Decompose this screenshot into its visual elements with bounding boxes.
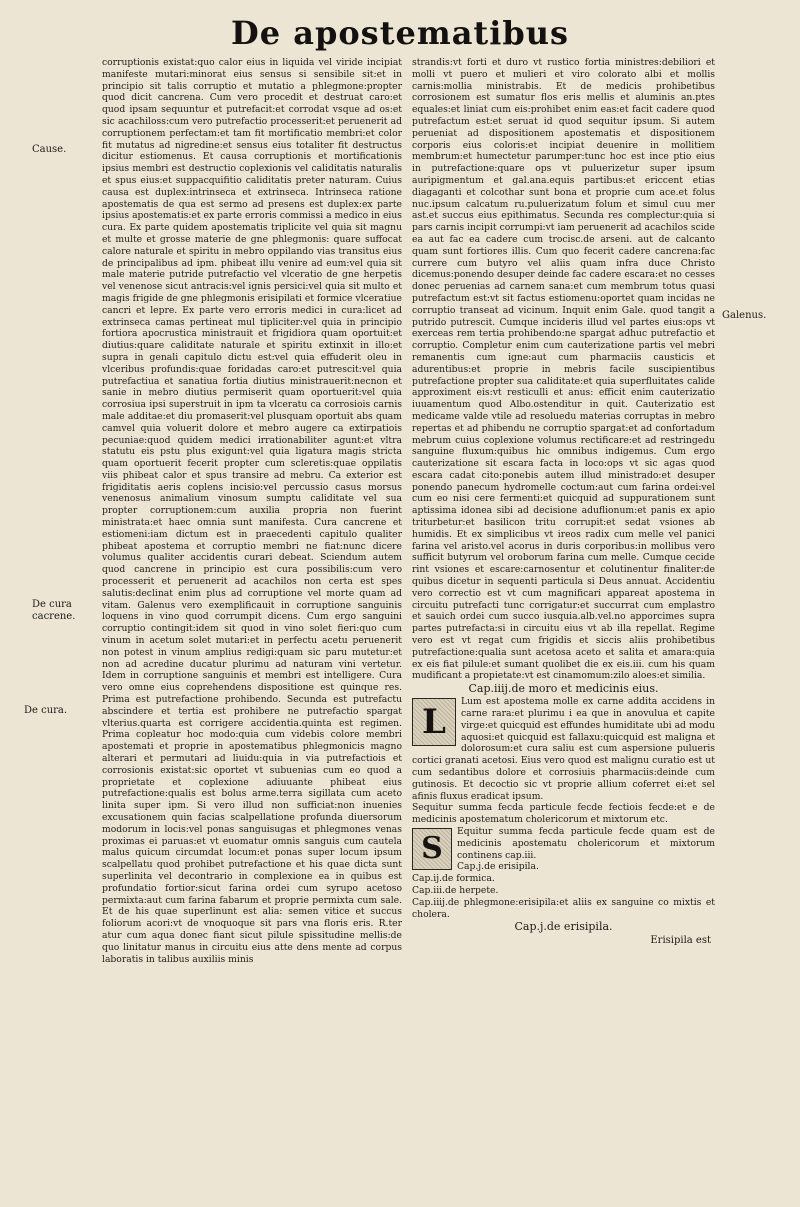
summary-paragraph xyxy=(412,826,715,866)
chapter-paragraph xyxy=(412,696,715,802)
chapter-list-item: Cap.j.de erisipila. xyxy=(457,861,539,873)
marginal-note-cause: Cause. xyxy=(32,144,67,155)
right-column-text: strandis:vt forti et duro vt rustico fortia ministres:debiliori et molli vt puero et mulieri et viro colorato albi et mollis carnis:mollia ministrabis. Et de medicis prohibetibus corrosionem est sumatur flos eris mellis et aluminis an.ptes equales:et liniat cum eis:prohibet enim eas:et facit cadere quod putrefactum est:et seruat id quod sequitur ipsum. Si autem perueniat ad dispositionem apostematis et dispositionem corporis eius coloris:et incipiat deuenire in mollitiem membrum:et humectetur parumper:tunc hoc est ince ptio eius in putrefactione:quare ops vt puluerizetur super ipsum auripigmentum et gal.ana.equis partibus:et ericcent etias diagaganti et colcothar sunt bona et proprie cum ace.et folus nuc.ipsum calcatum ru.puluerizatum folum et simul cuu mer ast.et succus eius epithimatus. Secunda res complectur:quia si pars carnis incipit corrumpi:vt iam peruenerit ad acachilos scide ea aut fac ea cadere cum trocisc.de arseni. aut de calcanto quam sunt fortiores illis. Cum quo fecerit cadere cancrena:fac currere cum butyro vel aliis quam infra duce Christo dicemus:ponendo desuper deinde fac cadere escara:et no cesses donec peruenias ad carnem sana:et cum membrum totus quasi putrefactum est:vt sit factus estiomenu:oportet quam incidas ne corruptio transeat ad vicinum. Inquit enim Gale. quod tangit a putrido putrescit. Cumque incideris illud vel partes eius:ops vt exerceas rem tertia prohibendo:ne spargat adhuc putrefactio et corruptio. Completur enim cum cauterizatione partis vel mebri remanentis cum igne:aut cum pharmaciis causticis et adurentibus:et proprie in mebris facile suscipientibus putrefactione propter sua caliditate:et quia superfluitates calide approximent eis:vt resticulli et anus: efficit enim cauterizatio iuuamentum quod Albo.ostenditur in quit. Cauterizatio est medicame valde vtile ad resoluedu materias corruptas in mebro repertas et ad phibendu ne corruptio spargat:et ad confortadum mebrum cuius coplexione volumus rectificare:et ad restringedu sanguine fluxum:quibus hic omnibus indigemus. Cum ergo cauterizatione sit escara facta in loco:ops vt sic agas quod escara cadat cito:ponebis autem illud ministrado:et desuper ponendo panecum hydromelle coctum:aut cum farina ordei:vel cum eo nisi cere fermenti:et quicquid ad suppurationem sunt aptissima idonea sibi ad decisione aduflionum:et panis ex apio triturbetur:et basilicon tritu corrupit:et sedat vsiones ab humidis. Et ex simplicibus vt ireos radix cum melle vel panici farina vel aristo.vel acorus in duris corporibus:in mollibus vero sufficit butyrum vel oroborum farina cum melle. Cumque cecide rint vsiones et escare:carnosentur et colutinentur finaliter:de quibus dicetur in sequenti particula si Deus annuat. Accidentiu vero correctio est vt cum magnificari appareat apostema in circuitu putrefacti tunc corrigatur:et succurrat cum emplastro et sauich ordei cum succo iusquia.alb.vel.no apporcimes supra partes putrefacta:si in circuitu eius vt ab illa repellat. Regime vero est vt regat cum frigidis et siccis aliis prohibetibus putrefactione:qualia sunt acetosa aceto et salita et amara:quia ex eis fiat pilule:et sumant quolibet die ex eis.iii. cum his quam mudificant a propietate:vt est cinamomum:zilo aloes:et similia. xyxy=(412,57,715,682)
right-column xyxy=(412,57,715,948)
chapter-list-item: Cap.iii.de herpete. xyxy=(412,884,499,896)
chapter-paragraph-text: Lum est apostema molle ex carne addita accidens in carne rara:et plurimu i ea que in anovulua et capite virge:et quicquid est effundes humiditate ubi ad modu aquosi:et quicquid est fallaxu:quicquid est maligna et dolorosum:et cura saliu est cum aspersione pulueris cortici granati acetosi. Eius vero quod est malignu curatio est ut cum sedantibus dolore et corrosiuis pharmaciis:deinde cum gutinosis. Et decoctio sic vt proprie allium coferret ei:et sel afinis fluxus eradicat ipsum. xyxy=(412,696,715,802)
summary-rubric: Sequitur summa fecda particule fecde fectiois fecde:et e de medicinis apostematum cholericorum et mixtorum etc. xyxy=(412,802,715,826)
page-heading: De apostematibus xyxy=(230,14,570,52)
left-column xyxy=(102,57,402,965)
decorated-initial: L xyxy=(412,698,456,746)
left-column-text: corruptionis existat:quo calor eius in liquida vel viride incipiat manifeste mutari:minorat eius sensus si sensibile sit:et in principio sit talis corruptio et mutatio a phlegmone:propter quod dicit cancrena. Cum vero procedit et destruat caro:et quod ipsam sequuntur et putrefacit:et corrodat vsque ad os:et sic acachiloss:cum vero putrefactio processerit:et peruenerit ad corruptionem perfectam:et tam fit mortificatio membri:et color fit mutatus ad nigredine:et sensus eius totaliter fit destructus dicitur estiomenus. Et causa corruptionis et mortificationis ipsius membri est destructio coplexionis vel caliditatis naturalis et spus eius:et suppacquifitio caliditatis preter naturam. Cuius causa est duplex:intrinseca et extrinseca. Intrinseca ratione apostematis de qua est sermo ad presens est duplex:ex parte ipsius apostematis:et ex parte erroris commissi a medico in eius cura. Ex parte quidem apostematis triplicite vel quia sit magnu et multe et grosse materie de gne phlegmonis: quare suffocat calore naturale et spiritu in mebro oppilando vias transitus eius de principalibus ad ipm. phibeat illu venire ad eum:vel quia sit male materie putride putrefactio vel vlceratio de gne herpetis vel venenose sicut antracis:vel ignis persici:vel quia sit multo et magis frigide de gne phlegmonis erisipilati et formice vlceratiue cancri et lepre. Ex parte vero erroris medici in cura:licet ad extrinseca camas pertineat mul tipliciter:vel quia in principio fortiora apocrustica ministrauit et frigidiora quam oportuit:et diutius:quare caliditate naturale et spiritu extinxit in illo:et supra in genali capitulo dictu est:vel quia effuderit oleu in vlceribus profundis:quae foridadas caro:et putrescit:vel quia putrefactiua et sanatiua fortia diutius ministrauerit:necnon et sanie in mebro diutius permiserit quam oportuerit:vel quia corrosiua ipsi superstruit in ipm ta vlceratu ca corrosiois carnis male additae:et diu promaserit:vel plusquam oportuit abs quam camvel quia voluerit dolore et mebro augere ca extirpatiois pecuniae:quod quidem medici irrationabiliter agunt:et vltra statutu eis pstu plus exigunt:vel quia ligatura magis stricta quam oportuerit fecerit propter cum scleretis:quae oppilatis viis phibeat calor et spus transire ad mebru. Ca exterior est frigiditatis aeris coplens incisio:vel percussio casus morsus venenosus animalium vinosum sumptu caliditate vel sua propter corruptionem:cum auxilia propria non fuerint ministrata:et haec omnia sunt manifesta. Cura cancrene et estiomeni:iam dictum est in praecedenti capitulo qualiter phibeat apostema et corruptio membri ne fiat:nunc dicere volumus qualiter accidentis curari debeat. Sciendum autem quod cancrene in principio est cura possibilis:cum vero processerit et peruenerit ad acachilos non certa est spes salutis:declinat enim plus ad corruptione vel morte quam ad vitam. Galenus vero exemplificauit in corruptione sanguinis loquens in vino quod corrumpit dicens. Cum ergo sanguini corruptio contingit:idem sit quod in vino solet fieri:quo cum vinum in acetum solet mutari:et in perfectu acetu peruenerit non potest in vinum amplius redigi:quam sic paru mutetur:et non ad acredine ducatur plurimu ad naturam vini vertetur. Idem in corruptione sanguinis et membri est intelligere. Cura vero omne eius coprehendens dispositione est quinque res. Prima est putrefactione prohibendo. Secunda est putrefactu abscindere et tertia est prohibere ne putrefactio spargat vlterius.quarta est corrigere accidentia.quinta est regimen. Prima copleatur hoc modo:quia cum videbis colore membri apostemati et proprie in apostematibus phlegmonicis magno alterari et permutari ad liuidu:quia in via putrefactiois et corrosionis existat:sic oportet vt subuenias cum eo quod a proprietate et coplexione adiuuante phibeat eius putrefactione:qualis est bolus arme.terra sigillata cum aceto linita super ipm. Si vero illud non sufficiat:non inuenies excusationem quin facias scalpellatione profunda diuersorum modorum in locis:vel ponas sanguisugas et phlegmones venas proximas ei paruas:et vt euomatur omnis sanguis cum cautela malus quicum circumdat locum:et ponas super locum ipsum scalpellatu quod prohibet putrefactione et his quae dicta sunt superlinita vel decontrario in complexione ea in quibus est profundatio fortior:sicut farina ordei cum syrupo acetoso permixta:aut cum farina fabarum et proprie permixta cum sale. Et de his quae superlinunt est alia: semen vitice et succus foliorum acori:vt de vnoquoque sit pars vna floris eris. R.ter atur cum aqua donec fiant sicut pilule spissitudine mellis:de quo linitatur manus in circuitu eius atte dens mente ad corpus laboratis in talibus auxiliis minis xyxy=(102,57,402,965)
summary-paragraph-text: Equitur summa fecda particule fecde quam est de medicinis apostematu cholericorum et mixtorum continens cap.iii. xyxy=(457,826,715,861)
chapter-heading-next: Cap.j.de erisipila. xyxy=(514,920,613,934)
marginal-note-cura: De cura. xyxy=(24,705,68,716)
chapter-list-item: Cap.iiij.de phlegmone:erisipila:et aliis ex sanguine co mixtis et cholera. xyxy=(412,896,715,920)
chapter-heading: Cap.iiij.de moro et medicinis eius. xyxy=(468,682,659,696)
chapter-list-item: Cap.ij.de formica. xyxy=(412,873,495,885)
marginal-note-galenus: Galenus. xyxy=(722,310,767,321)
marginal-note-cura-cancrene: De cura cacrene. xyxy=(32,599,76,622)
catchword: Erisipila est xyxy=(650,935,711,947)
decorated-initial-2: S xyxy=(412,828,452,870)
